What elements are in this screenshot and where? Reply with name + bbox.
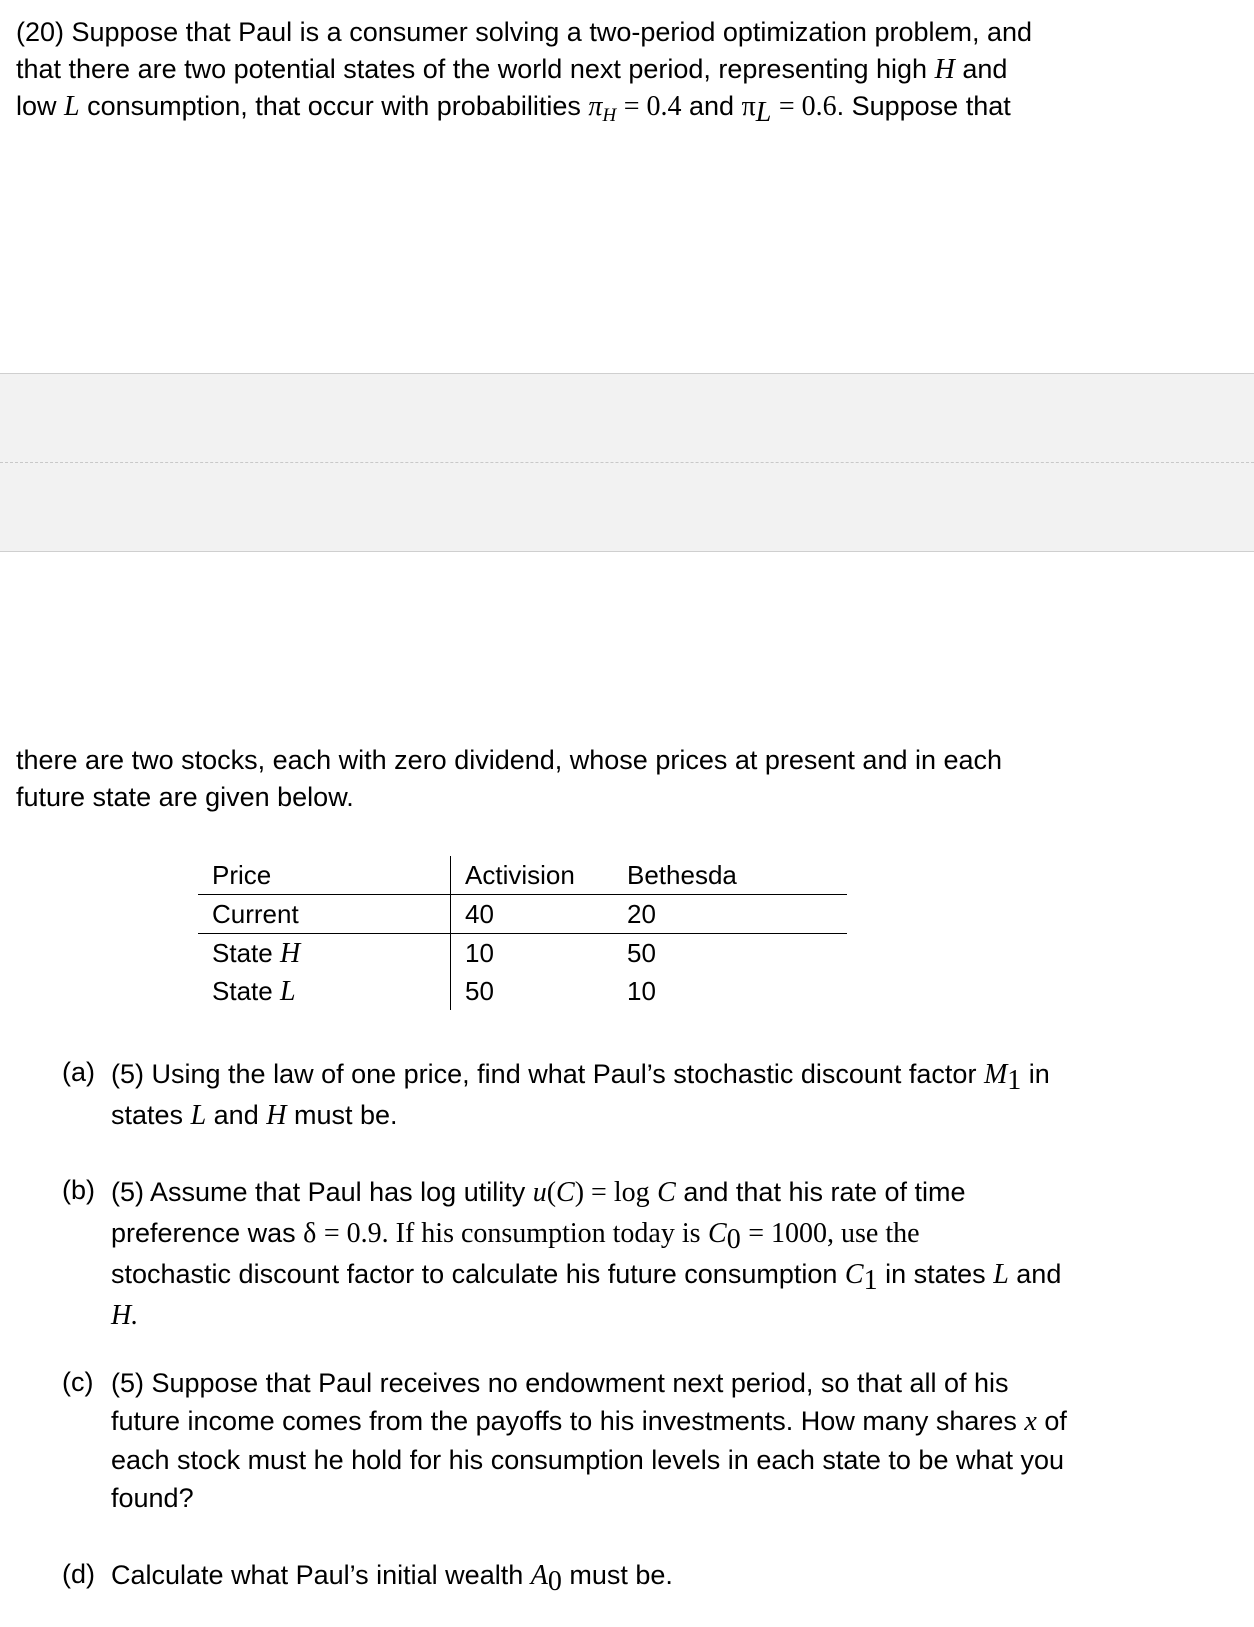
bethesda-price: 10: [627, 975, 656, 1006]
page-break-divider: [0, 462, 1254, 463]
continuation-line-1: there are two stocks, each with zero dividend, whose prices at present and in each: [16, 745, 1003, 775]
question-a-label: (a): [62, 1057, 95, 1087]
problem-continuation: [16, 742, 1236, 816]
question-c-label: (c): [62, 1367, 94, 1397]
question-d: [62, 1556, 1242, 1595]
intro-line-1: (20) Suppose that Paul is a consumer solving a two-period optimization problem, and: [16, 17, 1033, 47]
price-table: [198, 856, 847, 1010]
question-d-label: (d): [62, 1559, 95, 1589]
activision-price: 50: [451, 972, 614, 1010]
question-b-text: (5) Assume that Paul has log utility u(C) = log C and that his rate of time preference was δ = 0.9. If his consumption today is $C_0 = 1000$, use the stochastic discount factor to calculate his future consumption $C_1$ in states L and H.: [111, 1177, 1062, 1331]
table-header-price: Price: [198, 856, 451, 895]
question-a-text: (5) Using the law of one price, find what Paul’s stochastic discount factor $M_1$ in states L and H must be.: [111, 1059, 1050, 1131]
intro-line-3: low L consumption, that occur with probabilities $\pi_H = 0.4$ and $\pi_L = 0.6$. Suppose that: [16, 91, 1011, 128]
question-b: [62, 1172, 1242, 1336]
question-a: [62, 1054, 1242, 1136]
table-header-row: [198, 856, 847, 895]
table-row: [198, 972, 847, 1010]
question-c-text: (5) Suppose that Paul receives no endowment next period, so that all of his future income comes from the payoffs to his investments. How many shares x of each stock must he hold for his consumption levels in each state to be what you found?: [111, 1368, 1067, 1513]
question-d-text: Calculate what Paul’s initial wealth $A_0$ must be.: [111, 1560, 673, 1597]
question-c: [62, 1364, 1242, 1517]
bethesda-price: 20: [613, 895, 847, 934]
problem-intro: [16, 14, 1236, 128]
table-row: [198, 895, 847, 934]
activision-price: 10: [451, 934, 614, 973]
question-b-label: (b): [62, 1175, 95, 1205]
activision-price: 40: [451, 895, 614, 934]
table-row: [198, 934, 847, 973]
intro-line-2: that there are two potential states of the world next period, representing high H and: [16, 54, 1008, 85]
row-label: State H: [212, 937, 301, 969]
bethesda-price: 50: [627, 937, 656, 968]
continuation-line-2: future state are given below.: [16, 782, 354, 812]
table-header-activision: Activision: [451, 856, 614, 895]
row-label: Current: [198, 895, 451, 934]
table-header-bethesda: Bethesda: [613, 856, 847, 895]
row-label: State L: [212, 975, 296, 1007]
